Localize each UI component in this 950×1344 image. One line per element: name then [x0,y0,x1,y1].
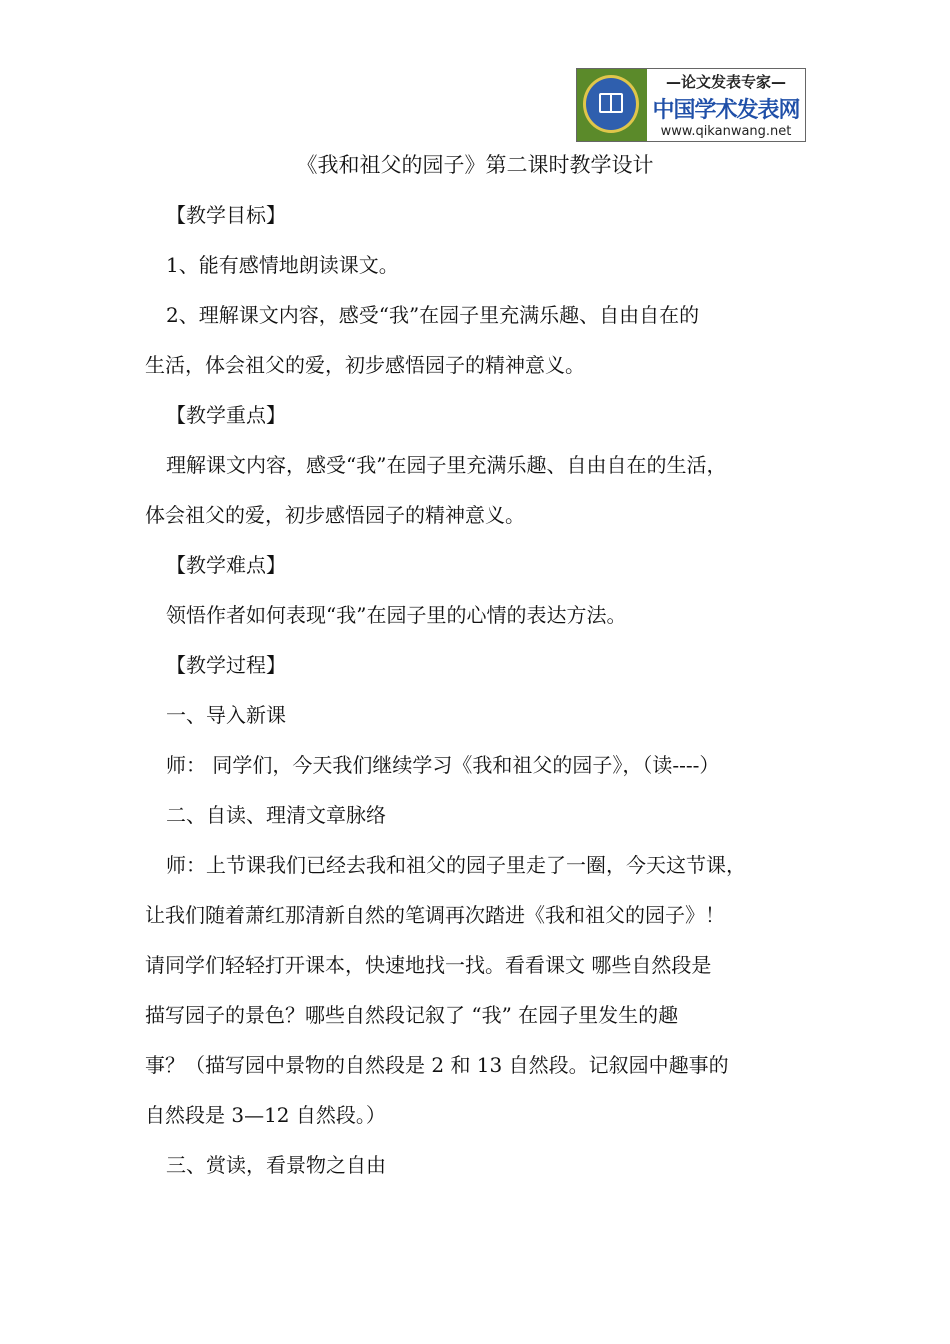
objective-item: 2、理解课文内容，感受“我”在园子里充满乐趣、自由自在的 [166,303,700,327]
seal-icon [577,69,647,141]
publisher-logo [576,68,806,142]
logo-name: 中国学术发表网 [652,97,800,123]
step-heading: 一、导入新课 [166,703,286,727]
logo-url: www.qikanwang.net [660,124,792,139]
objective-item: 1、能有感情地朗读课文。 [166,253,399,277]
paragraph-cont: 自然段是 3—12 自然段。） [145,1103,386,1127]
paragraph: 师：上节课我们已经去我和祖父的园子里走了一圈，今天这节课， [166,853,746,877]
objective-item-cont: 生活，体会祖父的爱，初步感悟园子的精神意义。 [145,353,585,377]
section-heading-objectives: 【教学目标】 [166,203,286,227]
step-heading: 二、自读、理清文章脉络 [166,803,386,827]
paragraph-cont: 体会祖父的爱，初步感悟园子的精神意义。 [145,503,525,527]
section-heading-process: 【教学过程】 [166,653,286,677]
section-heading-difficulty: 【教学难点】 [166,553,286,577]
paragraph: 理解课文内容，感受“我”在园子里充满乐趣、自由自在的生活， [166,453,727,477]
step-heading: 三、赏读，看景物之自由 [166,1153,386,1177]
paragraph-cont: 事？（描写园中景物的自然段是 2 和 13 自然段。记叙园中趣事的 [145,1053,729,1077]
section-heading-key-points: 【教学重点】 [166,403,286,427]
paragraph: 师： 同学们，今天我们继续学习《我和祖父的园子》，（读----） [166,753,720,777]
paragraph-cont: 让我们随着萧红那清新自然的笔调再次踏进《我和祖父的园子》！ [145,903,725,927]
paragraph-cont: 请同学们轻轻打开课本，快速地找一找。看看课文 哪些自然段是 [145,953,712,977]
paragraph: 领悟作者如何表现“我”在园子里的心情的表达方法。 [166,603,627,627]
logo-tagline: —论文发表专家— [665,73,786,91]
book-icon [599,93,623,113]
paragraph-cont: 描写园子的景色？哪些自然段记叙了 “我” 在园子里发生的趣 [145,1003,679,1027]
document-title: 《我和祖父的园子》第二课时教学设计 [296,153,654,177]
